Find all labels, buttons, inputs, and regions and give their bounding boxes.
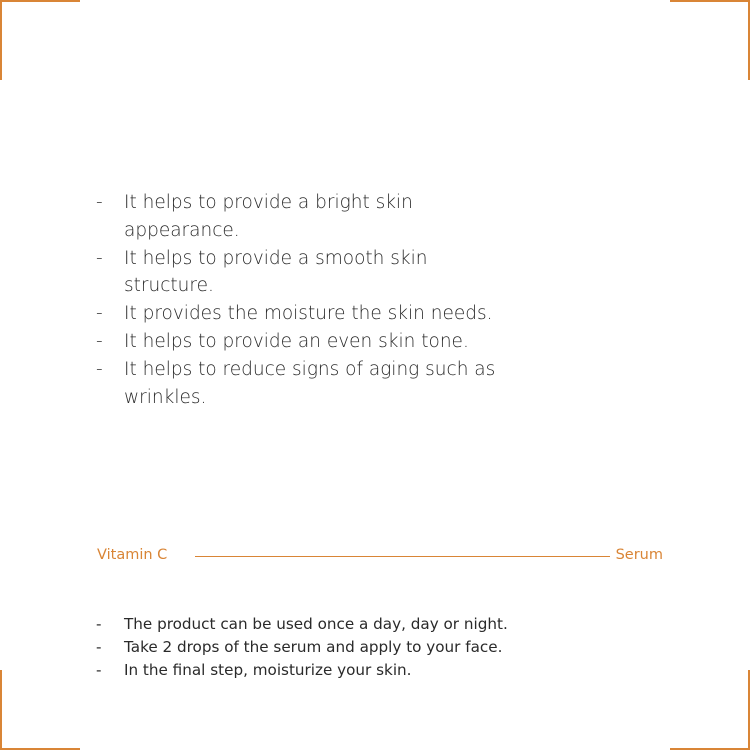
corner-frame-bottom-left — [0, 670, 80, 750]
benefit-item — [96, 245, 516, 301]
product-type-label: Serum — [615, 547, 663, 563]
usage-text: The product can be used once a day, day or night. — [124, 615, 508, 633]
list-dash: - — [96, 247, 103, 269]
list-dash: - — [96, 303, 103, 325]
list-dash: - — [96, 192, 103, 213]
product-divider — [97, 546, 663, 568]
corner-frame-top-left — [0, 0, 80, 80]
usage-item — [96, 636, 576, 659]
usage-item — [96, 613, 576, 636]
benefit-text: It helps to provide a smooth skin structure. — [124, 247, 428, 297]
usage-text: Take 2 drops of the serum and apply to your face. — [124, 638, 503, 657]
product-name-label: Vitamin C — [97, 547, 168, 563]
usage-text: In the final step, moisturize your skin. — [124, 661, 412, 680]
benefit-item — [96, 356, 516, 412]
benefit-text: It provides the moisture the skin needs. — [124, 303, 493, 325]
benefit-item — [96, 189, 516, 245]
list-dash: - — [96, 661, 102, 680]
divider-rule — [195, 556, 610, 557]
list-dash: - — [96, 615, 102, 633]
list-dash: - — [96, 358, 103, 380]
benefit-text: It helps to provide an even skin tone. — [124, 330, 469, 352]
usage-list — [96, 613, 576, 683]
corner-frame-top-right — [670, 0, 750, 80]
usage-item — [96, 659, 576, 682]
list-dash: - — [96, 638, 102, 657]
benefit-item — [96, 328, 516, 356]
benefit-text: It helps to reduce signs of aging such as wrinkles. — [124, 358, 496, 408]
benefit-text: It helps to provide a bright skin appearance. — [124, 192, 413, 241]
list-dash: - — [96, 330, 103, 352]
corner-frame-bottom-right — [670, 670, 750, 750]
benefits-list — [96, 189, 516, 411]
benefit-item — [96, 300, 516, 328]
